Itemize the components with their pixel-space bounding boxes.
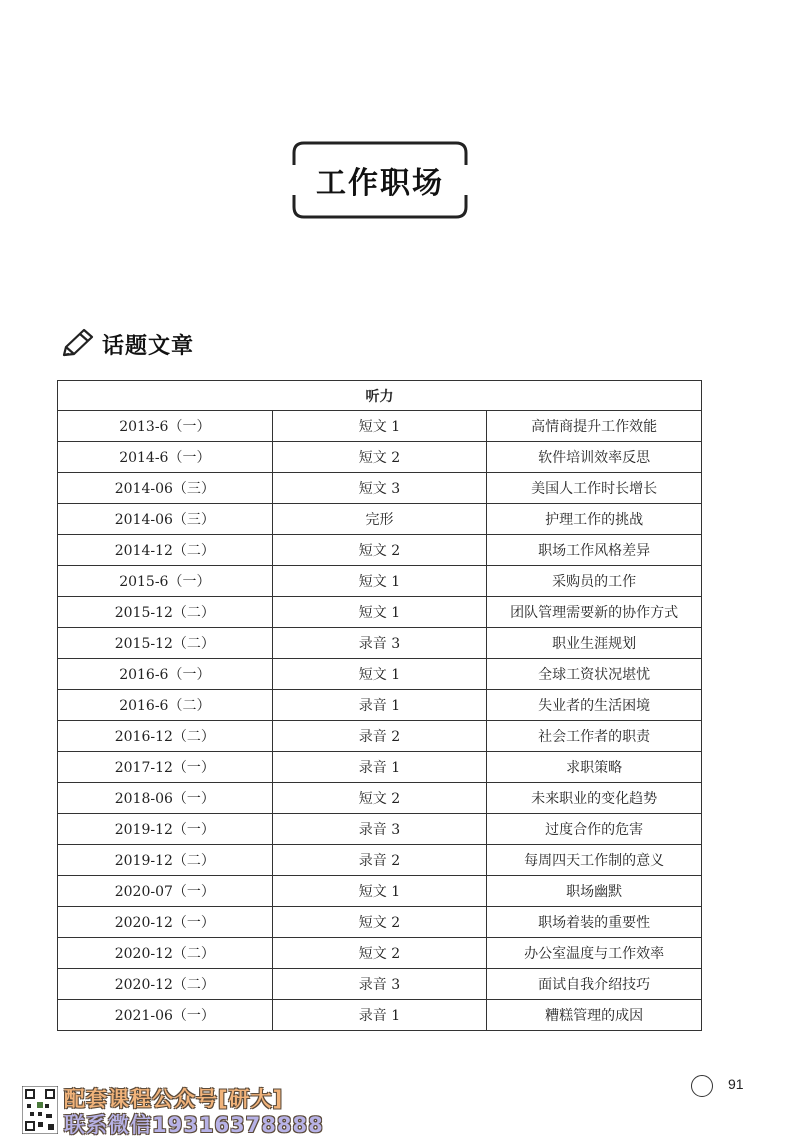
passage-type-cell: 录音 3 (272, 814, 487, 845)
exam-date-cell: 2020-12（二） (58, 938, 273, 969)
table-row (58, 1000, 702, 1031)
topic-cell: 求职策略 (487, 752, 702, 783)
exam-date-cell: 2020-12（二） (58, 969, 273, 1000)
topic-cell: 全球工资状况堪忧 (487, 659, 702, 690)
table-row (58, 659, 702, 690)
table-row (58, 411, 702, 442)
table-header: 听力 (58, 381, 702, 411)
table-row (58, 535, 702, 566)
passage-type-cell: 录音 1 (272, 1000, 487, 1031)
topic-cell: 职场幽默 (487, 876, 702, 907)
exam-date-cell: 2015-12（二） (58, 628, 273, 659)
qr-code-icon (22, 1086, 58, 1134)
exam-date-cell: 2015-6（一） (58, 566, 273, 597)
table-row (58, 938, 702, 969)
table-row (58, 690, 702, 721)
passage-type-cell: 录音 3 (272, 628, 487, 659)
table-row (58, 628, 702, 659)
exam-date-cell: 2017-12（一） (58, 752, 273, 783)
table-row (58, 783, 702, 814)
passage-type-cell: 短文 2 (272, 535, 487, 566)
exam-date-cell: 2014-6（一） (58, 442, 273, 473)
table-row (58, 473, 702, 504)
topic-cell: 社会工作者的职责 (487, 721, 702, 752)
topic-cell: 美国人工作时长增长 (487, 473, 702, 504)
exam-date-cell: 2018-06（一） (58, 783, 273, 814)
passage-type-cell: 录音 2 (272, 721, 487, 752)
watermark-line-1: 配套课程公众号[研大] (64, 1087, 284, 1111)
table-row (58, 442, 702, 473)
exam-date-cell: 2016-6（一） (58, 659, 273, 690)
topic-cell: 过度合作的危害 (487, 814, 702, 845)
passage-type-cell: 短文 3 (272, 473, 487, 504)
table-row (58, 814, 702, 845)
table-row (58, 876, 702, 907)
passage-type-cell: 短文 2 (272, 442, 487, 473)
passage-type-cell: 短文 2 (272, 938, 487, 969)
exam-date-cell: 2021-06（一） (58, 1000, 273, 1031)
table-row (58, 597, 702, 628)
exam-date-cell: 2013-6（一） (58, 411, 273, 442)
passage-type-cell: 完形 (272, 504, 487, 535)
chapter-title: 工作职场 (316, 166, 444, 201)
passage-type-cell: 录音 2 (272, 845, 487, 876)
topic-cell: 糟糕管理的成因 (487, 1000, 702, 1031)
topic-cell: 护理工作的挑战 (487, 504, 702, 535)
passage-type-cell: 短文 2 (272, 783, 487, 814)
topic-cell: 团队管理需要新的协作方式 (487, 597, 702, 628)
passage-type-cell: 录音 1 (272, 690, 487, 721)
passage-type-cell: 短文 1 (272, 659, 487, 690)
table-body (58, 411, 702, 1031)
table-row (58, 907, 702, 938)
topic-cell: 每周四天工作制的意义 (487, 845, 702, 876)
chapter-title-frame (292, 141, 468, 219)
pencil-icon (58, 327, 96, 361)
page-number-circle (691, 1075, 713, 1097)
topic-cell: 采购员的工作 (487, 566, 702, 597)
passage-type-cell: 录音 3 (272, 969, 487, 1000)
table-row (58, 504, 702, 535)
exam-date-cell: 2014-12（二） (58, 535, 273, 566)
exam-date-cell: 2014-06（三） (58, 473, 273, 504)
exam-date-cell: 2016-12（二） (58, 721, 273, 752)
passage-type-cell: 短文 1 (272, 566, 487, 597)
topic-cell: 软件培训效率反思 (487, 442, 702, 473)
passage-type-cell: 短文 2 (272, 907, 487, 938)
topic-cell: 失业者的生活困境 (487, 690, 702, 721)
section-heading (58, 326, 194, 362)
passage-type-cell: 录音 1 (272, 752, 487, 783)
watermark-line-2: 联系微信19316378888 (64, 1113, 324, 1137)
table-row (58, 566, 702, 597)
table-row (58, 752, 702, 783)
topic-cell: 职场着装的重要性 (487, 907, 702, 938)
section-title: 话题文章 (102, 333, 195, 359)
watermark (64, 1086, 324, 1142)
topic-cell: 面试自我介绍技巧 (487, 969, 702, 1000)
table-row (58, 969, 702, 1000)
exam-date-cell: 2020-12（一） (58, 907, 273, 938)
topic-table (57, 380, 702, 1031)
topic-cell: 职业生涯规划 (487, 628, 702, 659)
exam-date-cell: 2014-06（三） (58, 504, 273, 535)
page-number: 91 (728, 1076, 744, 1092)
exam-date-cell: 2020-07（一） (58, 876, 273, 907)
exam-date-cell: 2019-12（一） (58, 814, 273, 845)
topic-cell: 职场工作风格差异 (487, 535, 702, 566)
topic-cell: 高情商提升工作效能 (487, 411, 702, 442)
exam-date-cell: 2019-12（二） (58, 845, 273, 876)
passage-type-cell: 短文 1 (272, 411, 487, 442)
topic-cell: 未来职业的变化趋势 (487, 783, 702, 814)
table-row (58, 721, 702, 752)
exam-date-cell: 2015-12（二） (58, 597, 273, 628)
table-row (58, 845, 702, 876)
passage-type-cell: 短文 1 (272, 876, 487, 907)
exam-date-cell: 2016-6（二） (58, 690, 273, 721)
topic-cell: 办公室温度与工作效率 (487, 938, 702, 969)
passage-type-cell: 短文 1 (272, 597, 487, 628)
